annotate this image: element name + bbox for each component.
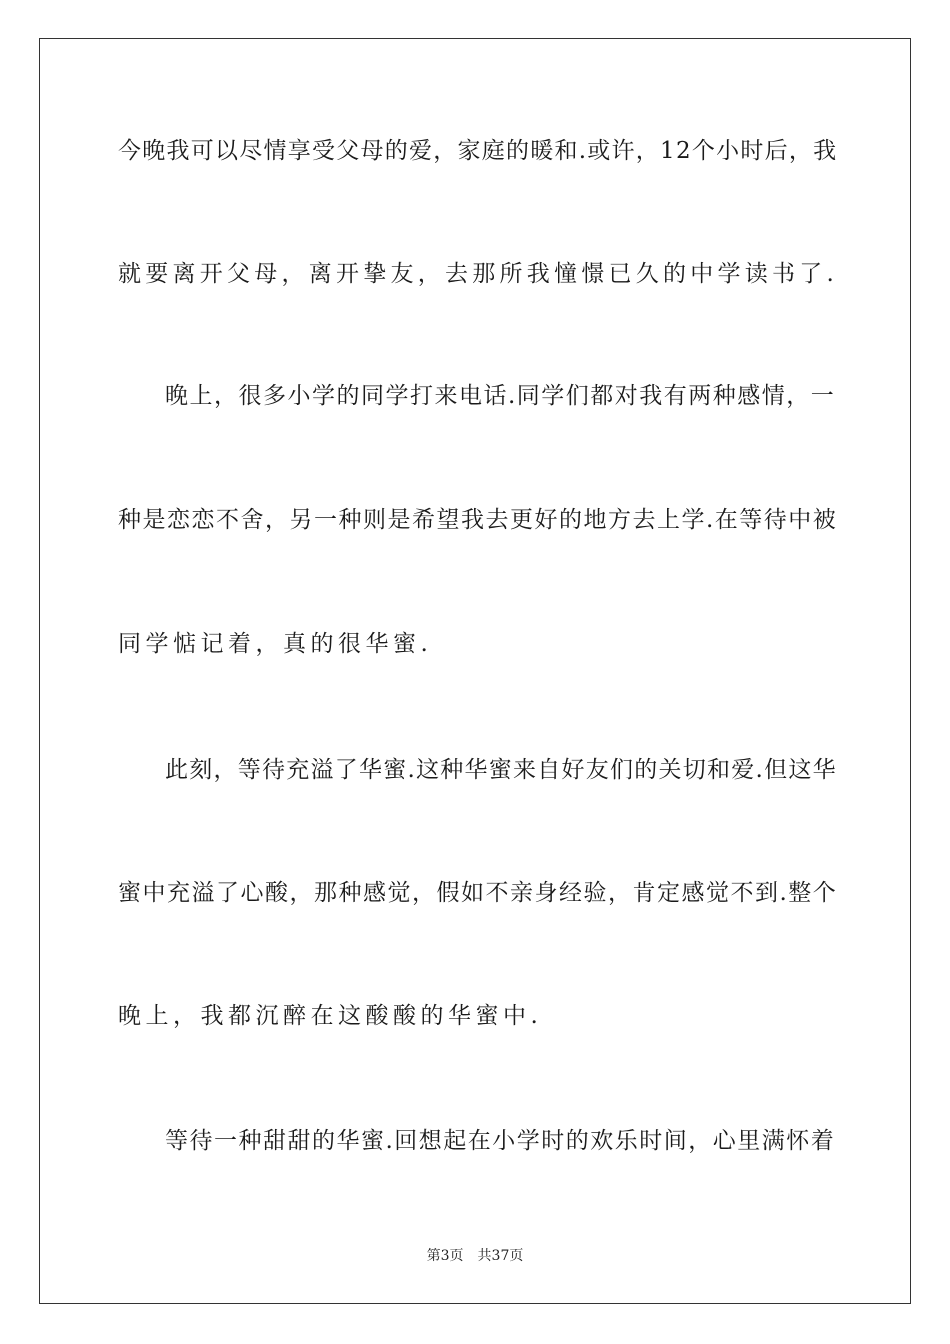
text-line-5: 同学惦记着，真的很华蜜. bbox=[118, 631, 433, 657]
page-border bbox=[39, 38, 911, 1304]
text-line-7: 蜜中充溢了心酸，那种感觉，假如不亲身经验，肯定感觉不到.整个 bbox=[118, 880, 838, 906]
total-pages: 共37页 bbox=[477, 1248, 524, 1264]
page-number: 第3页 bbox=[426, 1248, 464, 1264]
text-line-4: 种是恋恋不舍，另一种则是希望我去更好的地方去上学.在等待中被 bbox=[118, 507, 838, 533]
text-line-1: 今晚我可以尽情享受父母的爱，家庭的暖和.或许，12个小时后，我 bbox=[118, 138, 838, 164]
text-line-6: 此刻，等待充溢了华蜜.这种华蜜来自好友们的关切和爱.但这华 bbox=[165, 757, 837, 783]
text-line-3: 晚上，很多小学的同学打来电话.同学们都对我有两种感情，一 bbox=[165, 383, 836, 409]
text-line-2: 就要离开父母，离开挚友，去那所我憧憬已久的中学读书了. bbox=[118, 261, 839, 287]
text-line-9: 等待一种甜甜的华蜜.回想起在小学时的欢乐时间，心里满怀着 bbox=[165, 1128, 836, 1154]
page-footer bbox=[0, 1246, 950, 1266]
text-line-8: 晚上，我都沉醉在这酸酸的华蜜中. bbox=[118, 1003, 543, 1029]
